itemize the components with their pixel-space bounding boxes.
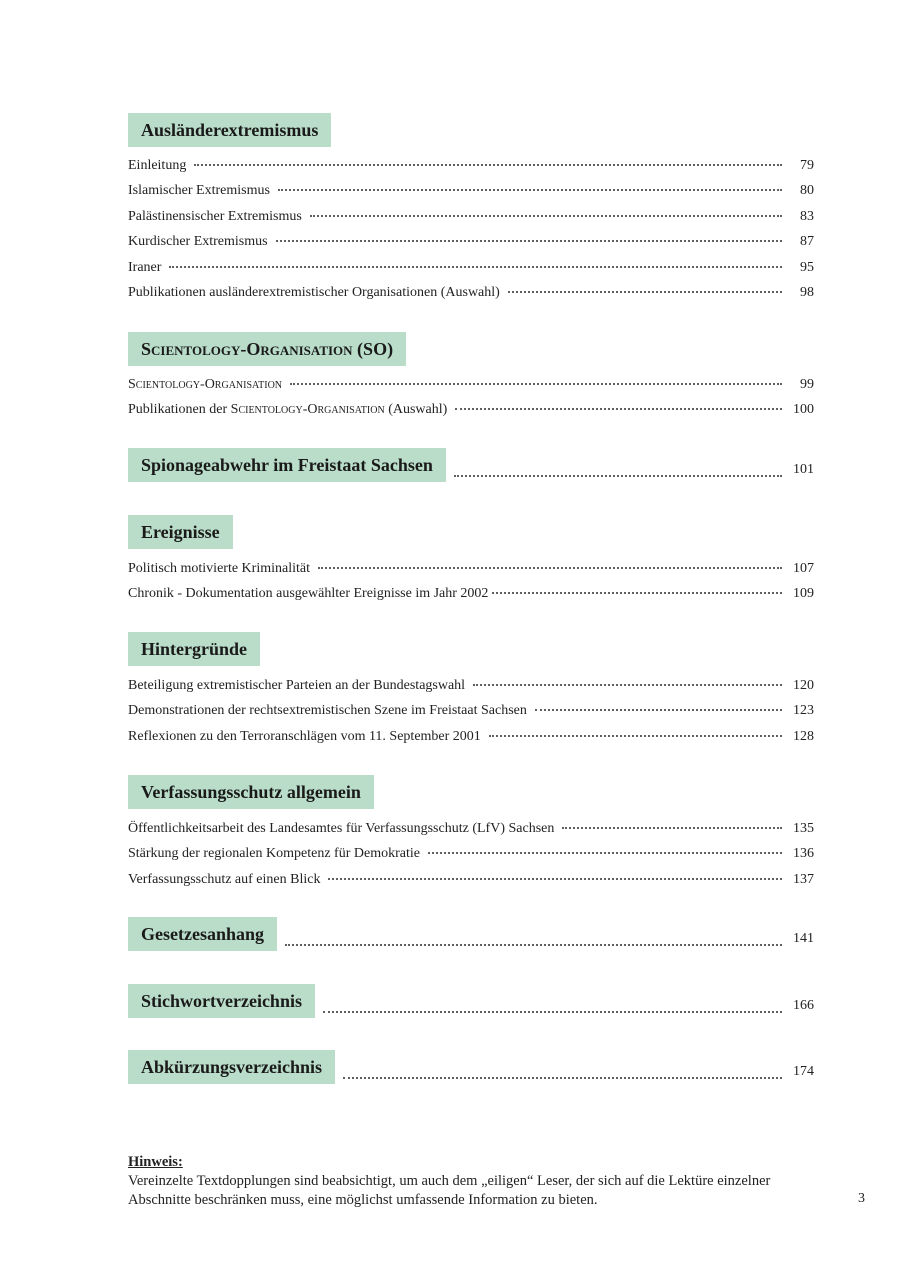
note-title: Hinweis:	[128, 1154, 183, 1170]
toc-entry-title: Verfassungsschutz auf einen Blick	[128, 871, 321, 887]
toc-entry-title: Stärkung der regionalen Kompetenz für Demokratie	[128, 846, 420, 862]
dot-leader	[194, 164, 782, 166]
toc-entry-page: 87	[800, 234, 814, 250]
toc-entry-page: 128	[793, 728, 814, 744]
toc-entry-page: 99	[800, 377, 814, 392]
toc-entry-page: 120	[793, 678, 814, 693]
toc-entry-title: Politisch motivierte Kriminalität	[128, 561, 310, 576]
toc-entry-title: Iraner	[128, 259, 162, 275]
dot-leader	[489, 735, 782, 737]
toc-entry-title: Reflexionen zu den Terroranschlägen vom 11. September 2001	[128, 728, 481, 744]
toc-entry-page: 83	[800, 208, 814, 224]
toc-entry[interactable]	[128, 260, 814, 285]
toc-entry-page: 123	[793, 703, 814, 719]
toc-entry-page: 166	[793, 998, 814, 1013]
dot-leader	[473, 684, 782, 686]
dot-leader	[323, 1011, 782, 1013]
toc-entry-page: 137	[793, 871, 814, 887]
dot-leader	[318, 567, 782, 569]
toc-entry[interactable]	[128, 377, 814, 402]
section-heading: Scientology-Organisation (SO)	[128, 332, 406, 366]
dot-leader	[492, 592, 782, 594]
toc-entry[interactable]	[128, 821, 814, 846]
note-text: Vereinzelte Textdopplungen sind beabsichtigt, um auch dem „eiligen“ Leser, der sich auf die Lektüre einzelner Abschnitte beschränken muss, eine möglichst umfassende Information zu bieten.	[128, 1173, 771, 1208]
dot-leader	[169, 266, 782, 268]
toc-entry-page: 80	[800, 183, 814, 199]
dot-leader	[535, 709, 782, 711]
toc-entry-page: 136	[793, 846, 814, 862]
toc-entry-title: Kurdischer Extremismus	[128, 234, 268, 250]
section-heading: Hintergründe	[128, 632, 260, 666]
toc-entry-title: Beteiligung extremistischer Parteien an der Bundestagswahl	[128, 678, 466, 693]
toc-entry-page: 107	[793, 561, 814, 576]
toc-entry-page: 95	[800, 259, 814, 275]
section-heading: Ausländerextremismus	[128, 113, 331, 147]
toc-entry[interactable]	[128, 561, 814, 586]
toc-entry[interactable]	[128, 678, 814, 703]
toc-entry-page: 98	[800, 284, 814, 300]
toc-entry[interactable]	[128, 729, 814, 754]
toc-entry[interactable]	[128, 402, 814, 427]
section-heading: Verfassungsschutz allgemein	[128, 775, 374, 809]
toc-entry[interactable]	[128, 872, 814, 897]
toc-entry-title: Chronik - Dokumentation ausgewählter Ereignisse im Jahr 2002	[128, 586, 489, 602]
toc-entry[interactable]	[128, 586, 814, 611]
dot-leader	[508, 291, 782, 293]
toc-entry[interactable]	[128, 846, 814, 871]
toc-entry-title: Öffentlichkeitsarbeit des Landesamtes für Verfassungsschutz (LfV) Sachsen	[128, 821, 555, 836]
toc-entry-page: 100	[793, 402, 814, 418]
toc-entry[interactable]	[128, 183, 814, 208]
dot-leader	[455, 408, 782, 410]
dot-leader	[278, 189, 782, 191]
toc-entry-page: 109	[793, 586, 814, 602]
dot-leader	[343, 1077, 782, 1079]
section-heading: Gesetzesanhang	[128, 917, 277, 951]
toc-entry-page: 141	[793, 931, 814, 946]
toc-entry[interactable]	[128, 234, 814, 259]
dot-leader	[454, 475, 782, 477]
toc-entry-title: Publikationen der Scientology-Organisation (Auswahl)	[128, 402, 448, 418]
section-stichwortverzeichnis[interactable]	[128, 984, 814, 1018]
section-hintergruende	[128, 632, 814, 754]
toc-entry[interactable]	[128, 209, 814, 234]
dot-leader	[285, 944, 782, 946]
toc-entry[interactable]	[128, 158, 814, 183]
dot-leader	[428, 852, 782, 854]
section-heading: Ereignisse	[128, 515, 233, 549]
toc-entry-title: Palästinensischer Extremismus	[128, 208, 302, 224]
section-ereignisse	[128, 515, 814, 612]
section-heading: Stichwortverzeichnis	[128, 984, 315, 1018]
section-abkuerzungsverzeichnis[interactable]	[128, 1050, 814, 1084]
note-block	[128, 1153, 818, 1210]
toc-entry-title: Scientology-Organisation	[128, 377, 283, 392]
toc-entry-title: Demonstrationen der rechtsextremistischen Szene im Freistaat Sachsen	[128, 703, 527, 719]
section-heading: Abkürzungsverzeichnis	[128, 1050, 335, 1084]
page-number: 3	[858, 1191, 865, 1206]
dot-leader	[290, 383, 782, 385]
toc-entry[interactable]	[128, 285, 814, 310]
section-auslaenderextremismus	[128, 113, 814, 310]
toc-entry-page: 101	[793, 462, 814, 477]
toc-entry-title: Einleitung	[128, 158, 187, 173]
section-gesetzesanhang[interactable]	[128, 917, 814, 951]
section-scientology	[128, 332, 814, 428]
dot-leader	[276, 240, 782, 242]
toc-entry-title: Publikationen ausländerextremistischer Organisationen (Auswahl)	[128, 284, 500, 300]
dot-leader	[328, 878, 782, 880]
toc-entry[interactable]	[128, 703, 814, 728]
section-verfassungsschutz	[128, 775, 814, 897]
dot-leader	[310, 215, 782, 217]
toc-entry-title: Islamischer Extremismus	[128, 183, 270, 199]
dot-leader	[562, 827, 782, 829]
section-heading: Spionageabwehr im Freistaat Sachsen	[128, 448, 446, 482]
toc-entry-page: 135	[793, 821, 814, 836]
section-spionageabwehr[interactable]	[128, 448, 814, 482]
toc-entry-page: 174	[793, 1064, 814, 1079]
toc-entry-page: 79	[800, 158, 814, 173]
